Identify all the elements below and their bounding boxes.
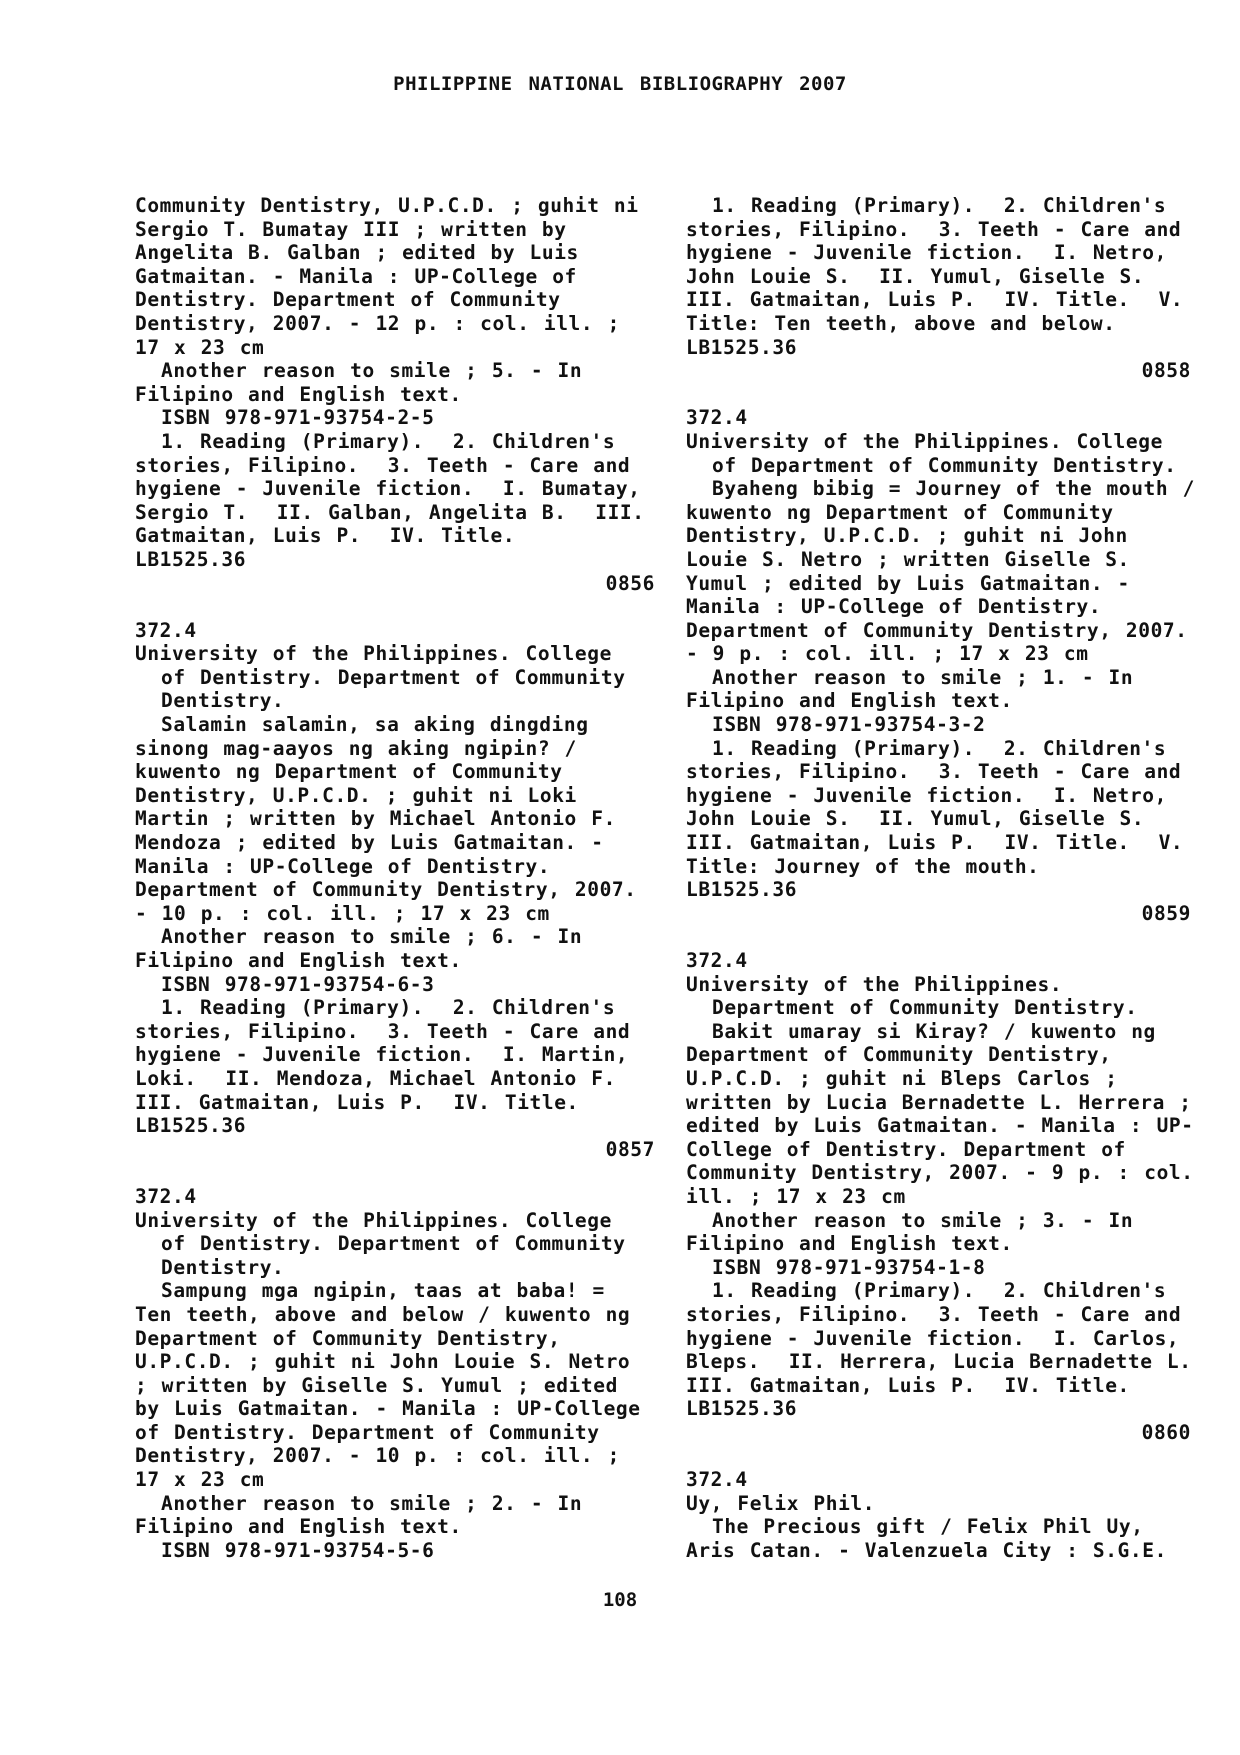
entry-line: stories, Filipino. 3. Teeth - Care and <box>686 1302 1182 1326</box>
entry-line: kuwento ng Department of Community <box>135 760 563 784</box>
entry-line: LB1525.36 <box>686 335 798 359</box>
entry-line: Bakit umaray si Kiray? / kuwento ng <box>712 1019 1156 1043</box>
entry-line: Dentistry, 2007. - 10 p. : col. ill. ; <box>135 1444 620 1468</box>
entry-line: III. Gatmaitan, Luis P. IV. Title. V. <box>686 288 1184 312</box>
entry-line: Dentistry. Department of Community <box>135 288 561 312</box>
entry-line: Filipino and English text. <box>135 382 462 406</box>
entry-line: written by Lucia Bernadette L. Herrera ; <box>686 1090 1192 1114</box>
entry-line: by Luis Gatmaitan. - Manila : UP-College <box>135 1397 641 1421</box>
entry-line: III. Gatmaitan, Luis P. IV. Title. <box>686 1373 1130 1397</box>
entry-line: Aris Catan. - Valenzuela City : S.G.E. <box>686 1538 1167 1562</box>
entry-spacer <box>686 925 1191 949</box>
entry-line: Byaheng bibig = Journey of the mouth / <box>712 477 1195 501</box>
entry-line: III. Gatmaitan, Luis P. IV. Title. V. <box>686 831 1184 855</box>
entry-line: kuwento ng Department of Community <box>686 500 1114 524</box>
entry-line: Louie S. Netro ; written Giselle S. <box>686 547 1130 571</box>
entry-line: Another reason to smile ; 1. - In <box>712 665 1134 689</box>
entry-line: LB1525.36 <box>135 547 247 571</box>
entry-line: 1. Reading (Primary). 2. Children's <box>712 194 1167 217</box>
entry-line: Yumul ; edited by Luis Gatmaitan. - <box>686 571 1130 595</box>
entry-line: 372.4 <box>135 1184 197 1208</box>
entry-line: hygiene - Juvenile fiction. I. Netro, <box>686 783 1167 807</box>
entry-line: of Dentistry. Department of Community <box>161 1232 626 1256</box>
entry-line: Department of Community Dentistry. <box>712 996 1138 1020</box>
entry-line: The Precious gift / Felix Phil Uy, <box>712 1515 1144 1539</box>
entry-line: Salamin salamin, sa aking dingding <box>161 713 589 737</box>
entry-line: U.P.C.D. ; guhit ni John Louie S. Netro <box>135 1350 631 1374</box>
entry-line: Another reason to smile ; 6. - In <box>161 925 583 949</box>
entry-line: Filipino and English text. <box>686 689 1013 713</box>
entry-line: Filipino and English text. <box>135 949 462 972</box>
entry-line: stories, Filipino. 3. Teeth - Care and <box>135 453 631 477</box>
entry-line: College of Dentistry. Department of <box>686 1137 1126 1161</box>
page-header-title: PHILIPPINE NATIONAL BIBLIOGRAPHY 2007 <box>393 73 847 95</box>
entry-line: edited by Luis Gatmaitan. - Manila : UP- <box>686 1114 1194 1138</box>
entry-line: hygiene - Juvenile fiction. I. Carlos, <box>686 1326 1180 1350</box>
entry-line: hygiene - Juvenile fiction. I. Martin, <box>135 1043 629 1067</box>
entry-line: ; written by Giselle S. Yumul ; edited <box>135 1373 618 1397</box>
entry-line: stories, Filipino. 3. Teeth - Care and <box>686 760 1182 784</box>
entry-line: Department of Community Dentistry, 2007. <box>686 618 1188 642</box>
entry-line: - 10 p. : col. ill. ; 17 x 23 cm <box>135 901 550 925</box>
entry-line: Dentistry, 2007. - 12 p. : col. ill. ; <box>135 311 620 335</box>
entry-line: Dentistry. <box>161 1255 285 1279</box>
entry-line: LB1525.36 <box>686 1397 798 1421</box>
entry-line: Department of Community Dentistry, 2007. <box>135 878 637 902</box>
entry-spacer <box>686 1444 1191 1468</box>
entry-line: Community Dentistry, 2007. - 9 p. : col. <box>686 1161 1194 1185</box>
left-column <box>135 194 655 1562</box>
entry-line: III. Gatmaitan, Luis P. IV. Title. <box>135 1090 579 1114</box>
entry-number: 0859 <box>1141 901 1191 925</box>
entry-line: Manila : UP-College of Dentistry. <box>686 595 1102 619</box>
entry-line: Ten teeth, above and below / kuwento ng <box>135 1302 631 1326</box>
entry-line: 17 x 23 cm <box>135 335 265 359</box>
entry-line: Another reason to smile ; 3. - In <box>712 1208 1134 1232</box>
entry-number: 0860 <box>1141 1420 1191 1444</box>
entry-line: U.P.C.D. ; guhit ni Bleps Carlos ; <box>686 1066 1118 1090</box>
entry-line: Sergio T. Bumatay III ; written by <box>135 217 567 241</box>
entry-line: hygiene - Juvenile fiction. I. Netro, <box>686 241 1167 265</box>
entry-line: stories, Filipino. 3. Teeth - Care and <box>135 1019 631 1043</box>
entry-line: stories, Filipino. 3. Teeth - Care and <box>686 217 1182 241</box>
entry-line: Dentistry. <box>161 689 285 713</box>
entry-line: 1. Reading (Primary). 2. Children's <box>712 1279 1167 1303</box>
entry-line: Department of Community Dentistry, <box>686 1043 1112 1067</box>
entry-line: Mendoza ; edited by Luis Gatmaitan. - <box>135 831 604 855</box>
entry-line: Dentistry, U.P.C.D. ; guhit ni John <box>686 524 1128 548</box>
entry-line: ill. ; 17 x 23 cm <box>686 1184 906 1208</box>
entry-line: 372.4 <box>686 1468 748 1492</box>
entry-line: 372.4 <box>686 949 748 972</box>
entry-line: Martin ; written by Michael Antonio F. <box>135 807 616 831</box>
entry-line: of Department of Community Dentistry. <box>712 453 1177 477</box>
entry-line: Filipino and English text. <box>135 1515 462 1539</box>
entry-line: - 9 p. : col. ill. ; 17 x 23 cm <box>686 642 1089 666</box>
entry-line: University of the Philippines. <box>686 972 1063 996</box>
entry-line: Title: Ten teeth, above and below. <box>686 311 1116 335</box>
entry-line: Sergio T. II. Galban, Angelita B. III. <box>135 500 645 524</box>
entry-line: Angelita B. Galban ; edited by Luis <box>135 241 579 265</box>
entry-line: 372.4 <box>686 406 748 430</box>
entry-spacer <box>135 1161 655 1185</box>
entry-line: Another reason to smile ; 2. - In <box>161 1491 583 1515</box>
entry-line: Another reason to smile ; 5. - In <box>161 359 583 383</box>
entry-line: Loki. II. Mendoza, Michael Antonio F. <box>135 1066 616 1090</box>
entry-spacer <box>135 595 655 619</box>
entry-line: Dentistry, U.P.C.D. ; guhit ni Loki <box>135 783 577 807</box>
entry-line: Department of Community Dentistry, <box>135 1326 561 1350</box>
entry-line: University of the Philippines. College <box>686 429 1163 453</box>
entry-line: John Louie S. II. Yumul, Giselle S. <box>686 264 1145 288</box>
page-number: 108 <box>602 1589 638 1611</box>
entry-line: Uy, Felix Phil. <box>686 1491 876 1515</box>
entry-line: of Dentistry. Department of Community <box>161 665 626 689</box>
entry-line: Community Dentistry, U.P.C.D. ; guhit ni <box>135 194 639 217</box>
entry-line: Manila : UP-College of Dentistry. <box>135 854 551 878</box>
right-column <box>686 194 1195 1562</box>
entry-line: sinong mag-aayos ng aking ngipin? / <box>135 736 577 760</box>
entry-line: ISBN 978-971-93754-5-6 <box>161 1538 435 1562</box>
entry-line: LB1525.36 <box>135 1114 247 1138</box>
entry-line: Sampung mga ngipin, taas at baba! = <box>161 1279 605 1303</box>
entry-line: 1. Reading (Primary). 2. Children's <box>712 736 1167 760</box>
entry-line: Filipino and English text. <box>686 1232 1013 1256</box>
entry-spacer <box>686 383 1191 407</box>
entry-line: of Dentistry. Department of Community <box>135 1420 600 1444</box>
entry-line: Bleps. II. Herrera, Lucia Bernadette L. <box>686 1350 1192 1374</box>
entry-line: ISBN 978-971-93754-6-3 <box>161 972 435 996</box>
entry-line: 1. Reading (Primary). 2. Children's <box>161 996 616 1020</box>
entry-number: 0858 <box>1141 359 1191 383</box>
entry-line: Gatmaitan, Luis P. IV. Title. <box>135 524 516 548</box>
entry-line: Gatmaitan. - Manila : UP-College of <box>135 264 577 288</box>
entry-line: 1. Reading (Primary). 2. Children's <box>161 429 616 453</box>
entry-line: 372.4 <box>135 618 197 642</box>
entry-line: ISBN 978-971-93754-1-8 <box>712 1255 986 1279</box>
entry-line: University of the Philippines. College <box>135 642 612 666</box>
entry-line: 17 x 23 cm <box>135 1468 265 1492</box>
entry-line: University of the Philippines. College <box>135 1208 612 1232</box>
entry-number: 0856 <box>605 571 655 595</box>
entry-line: LB1525.36 <box>686 878 798 902</box>
entry-line: ISBN 978-971-93754-2-5 <box>161 406 435 430</box>
entry-number: 0857 <box>605 1137 655 1161</box>
entry-line: ISBN 978-971-93754-3-2 <box>712 713 986 737</box>
entry-line: John Louie S. II. Yumul, Giselle S. <box>686 807 1145 831</box>
entry-line: Title: Journey of the mouth. <box>686 854 1040 878</box>
entry-line: hygiene - Juvenile fiction. I. Bumatay, <box>135 477 641 501</box>
